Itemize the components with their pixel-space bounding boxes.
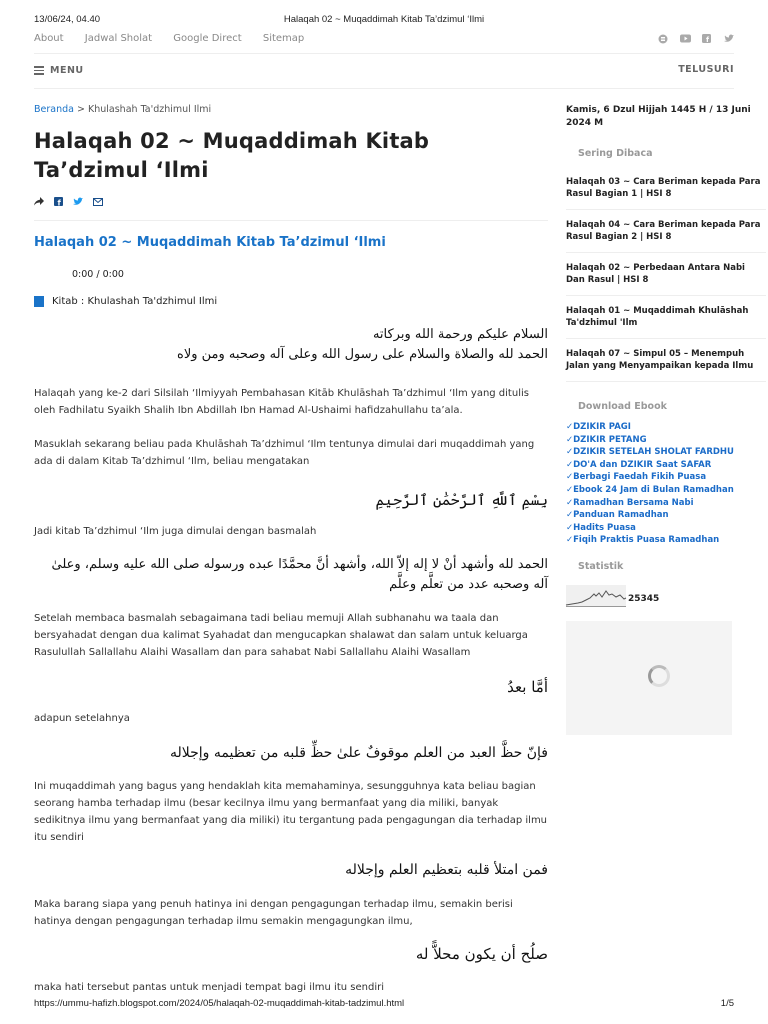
download-link-label: Berbagi Faedah Fikih Puasa xyxy=(573,472,707,483)
download-link-label: Fiqih Praktis Puasa Ramadhan xyxy=(573,535,720,546)
kitab-label xyxy=(34,296,548,307)
popular-post-link[interactable]: Halaqah 02 ~ Perbedaan Antara Nabi Dan Rasul | HSI 8 xyxy=(566,253,766,296)
popular-post-link[interactable]: Halaqah 04 ~ Cara Beriman kepada Para Rasul Bagian 2 | HSI 8 xyxy=(566,210,766,253)
share-bar xyxy=(34,197,548,209)
hamburger-icon xyxy=(34,64,44,77)
arabic-text: فإنّ حظَّ العبد من العلم موقوفٌ علىٰ حظِّ قلبه من تعظيمه وإجلاله xyxy=(169,745,548,761)
sidebar xyxy=(566,104,761,735)
paragraph: adapun setelahnya xyxy=(34,713,130,724)
arabic-hamdalah: الحمد لله والصلاة والسلام على رسول الله وعلى آله وصحبه ومن ولاه xyxy=(177,347,548,362)
paragraph: Setelah membaca basmalah sebagaimana tadi beliau memuji Allah subhanahu wa taala dan bersyahadat dengan dua kalimat Syahadat dan mengucapkan shalawat dan salam untuk keluarga Rasulullah Sallallahu Alaihi Wasallam dan para sahabat Nabi Sallallahu Alaihi Wasallam xyxy=(34,613,528,658)
visitor-count: 25345 xyxy=(628,593,660,604)
nav-about[interactable]: About xyxy=(34,33,64,44)
check-icon: ✓ xyxy=(566,434,574,445)
search-button[interactable]: TELUSURI xyxy=(678,64,734,75)
widget-title: Sering Dibaca xyxy=(578,148,653,159)
download-link[interactable] xyxy=(566,534,732,547)
breadcrumb-home[interactable]: Beranda xyxy=(34,104,74,115)
arabic-text: فمن امتلأ قلبه بتعظيم العلم وإجلاله xyxy=(345,862,548,878)
breadcrumb xyxy=(34,104,548,115)
main-content xyxy=(34,104,548,996)
visitor-graph xyxy=(566,585,732,607)
check-icon: ✓ xyxy=(566,484,574,495)
check-icon: ✓ xyxy=(566,497,574,508)
breadcrumb-separator: > xyxy=(77,104,85,115)
download-link[interactable] xyxy=(566,497,732,510)
arabic-bismillah: بِسْمِ ٱللَّهِ ٱلرَّحْمَٰنِ ٱلرَّحِيمِ xyxy=(375,491,548,509)
print-page-number: 1/5 xyxy=(720,998,734,1009)
check-icon: ✓ xyxy=(566,459,574,470)
download-link[interactable] xyxy=(566,522,732,535)
post-subtitle: Halaqah 02 ~ Muqaddimah Kitab Ta’dzimul ‘Ilmi xyxy=(34,235,386,250)
paragraph: Jadi kitab Ta’dzhimul ‘Ilm juga dimulai dengan basmalah xyxy=(34,526,317,537)
loading-spinner-icon xyxy=(648,665,670,687)
arabic-text: الحمد لله وأشهد أنْ لا إله إلاّ الله، وأشهد أنَّ محمَّدًا عبده ورسوله صلى الله عليه وسلم، وعلىٰ آله وصحبه عدد من تعلَّم وعلَّم xyxy=(51,557,548,592)
divider xyxy=(34,88,734,89)
popular-post-link[interactable]: Halaqah 03 ~ Cara Beriman kepada Para Rasul Bagian 1 | HSI 8 xyxy=(566,167,766,210)
download-link-label: Hadits Puasa xyxy=(573,522,636,533)
popular-post-link[interactable]: Halaqah 07 ~ Simpul 05 – Menempuh Jalan yang Menyampaikan kepada Ilmu xyxy=(566,339,766,382)
download-link-label: DO'A dan DZIKIR Saat SAFAR xyxy=(573,459,712,470)
check-icon: ✓ xyxy=(566,422,574,432)
paragraph: maka hati tersebut pantas untuk menjadi tempat bagi ilmu itu sendiri xyxy=(34,982,384,993)
youtube-icon[interactable] xyxy=(680,34,690,43)
menu-label: MENU xyxy=(50,64,84,76)
menu-bar xyxy=(34,64,734,78)
email-share-icon[interactable] xyxy=(93,198,103,209)
download-link-label: DZIKIR SETELAH SHOLAT FARDHU xyxy=(573,447,734,458)
print-datetime: 13/06/24, 04.40 xyxy=(34,14,101,25)
download-link-label: Ebook 24 Jam di Bulan Ramadhan xyxy=(573,484,734,495)
top-nav xyxy=(34,33,734,47)
print-footer xyxy=(34,998,734,1009)
arabic-text: أمَّا بعدُ xyxy=(507,678,548,696)
paragraph: Ini muqaddimah yang bagus yang hendaklah kita memahaminya, sesungguhnya kata beliau bagian seorang hamba terhadap ilmu (besar kecilnya ilmu yang bermanfaat yang dia miliki, banyak sedikitnya ilmu yang bermanfaat yang dia miliki) itu tergantung pada pengagungan dia terhadap ilmu itu sendiri xyxy=(34,781,548,843)
print-url: https://ummu-hafizh.blogspot.com/2024/05/halaqah-02-muqaddimah-kitab-tadzimul.html xyxy=(34,998,405,1009)
book-icon xyxy=(34,296,44,307)
download-link[interactable] xyxy=(566,484,732,497)
post-title: Halaqah 02 ~ Muqaddimah Kitab Ta’dzimul ‘Ilmi xyxy=(34,129,430,182)
download-link[interactable] xyxy=(566,446,732,459)
facebook-icon[interactable] xyxy=(702,34,712,43)
download-link-label: Ramadhan Bersama Nabi xyxy=(573,497,694,508)
ad-placeholder xyxy=(566,621,732,735)
download-ebook-widget xyxy=(566,401,732,547)
paragraph: Maka barang siapa yang penuh hatinya ini dengan pengagungan terhadap ilmu, semakin berisi hatinya dengan pengagungan terhadap ilmu semakin mengagungkan ilmu, xyxy=(34,899,513,927)
download-link[interactable] xyxy=(566,471,732,484)
nav-jadwal-sholat[interactable]: Jadwal Sholat xyxy=(84,33,153,44)
check-icon: ✓ xyxy=(566,510,574,521)
check-icon: ✓ xyxy=(566,535,574,546)
download-link[interactable] xyxy=(566,459,732,472)
breadcrumb-current[interactable]: Khulashah Ta'dzhimul Ilmi xyxy=(88,104,212,115)
arabic-salam: السلام عليكم ورحمة الله وبركاته xyxy=(372,327,548,342)
social-links xyxy=(658,34,734,43)
download-link[interactable] xyxy=(566,509,732,522)
paragraph: Masuklah sekarang beliau pada Khulāshah Ta’dzhimul ‘Ilm tentunya dimulai dari muqaddimah yang ada di dalam Kitab Ta’dzhimul ‘Ilm, beliau mengatakan xyxy=(34,439,535,467)
arabic-greeting xyxy=(34,325,548,365)
widget-title: Download Ebook xyxy=(578,401,667,412)
divider xyxy=(34,53,734,54)
paragraph: Halaqah yang ke-2 dari Silsilah ‘Ilmiyyah Pembahasan Kitāb Khulāshah Ta’dzhimul ‘Ilm yang ditulis oleh Fadhilatu Syaikh Shalih Ibn Abdillah Ibn Hamad Al-Ushaimi hafidzahullahu ta’ala. xyxy=(34,388,529,416)
svg-text:f: f xyxy=(57,198,61,208)
facebook-share-icon[interactable] xyxy=(54,197,63,209)
divider xyxy=(34,220,548,221)
check-icon: ✓ xyxy=(566,447,574,458)
print-title: Halaqah 02 ~ Muqaddimah Kitab Ta’dzimul ‘Ilmi xyxy=(283,14,485,25)
menu-button[interactable] xyxy=(34,65,84,76)
check-icon: ✓ xyxy=(566,522,574,533)
popular-posts-widget xyxy=(566,148,761,382)
widget-title: Statistik xyxy=(578,560,624,572)
twitter-icon[interactable] xyxy=(724,34,734,43)
statistics-widget xyxy=(566,561,732,607)
kitab-text: Kitab : Khulashah Ta'dzhimul Ilmi xyxy=(52,296,218,307)
twitter-share-icon[interactable] xyxy=(73,197,83,209)
check-icon: ✓ xyxy=(566,472,574,483)
audio-player-time[interactable]: 0:00 / 0:00 xyxy=(72,269,124,280)
hijri-date: Kamis, 6 Dzul Hijjah 1445 H / 13 Juni 2024 M xyxy=(566,105,751,128)
popular-post-link[interactable]: Halaqah 01 ~ Muqaddimah Khulāshah Ta'dzhimul 'Ilm xyxy=(566,296,766,339)
blogger-icon[interactable] xyxy=(658,34,668,43)
share-icon[interactable] xyxy=(34,197,44,209)
download-link[interactable] xyxy=(566,434,732,447)
download-link-label: Panduan Ramadhan xyxy=(573,510,669,521)
download-link-label: DZIKIR PETANG xyxy=(573,434,647,445)
nav-sitemap[interactable]: Sitemap xyxy=(262,33,305,44)
svg-text:f: f xyxy=(706,36,710,44)
download-link-label: DZIKIR PAGI xyxy=(573,422,631,432)
nav-google-direct[interactable]: Google Direct xyxy=(173,33,242,44)
arabic-text: صلُح أن يكون محلاًّ له xyxy=(415,945,548,963)
sparkline-chart xyxy=(566,585,626,607)
download-link[interactable] xyxy=(566,421,732,434)
